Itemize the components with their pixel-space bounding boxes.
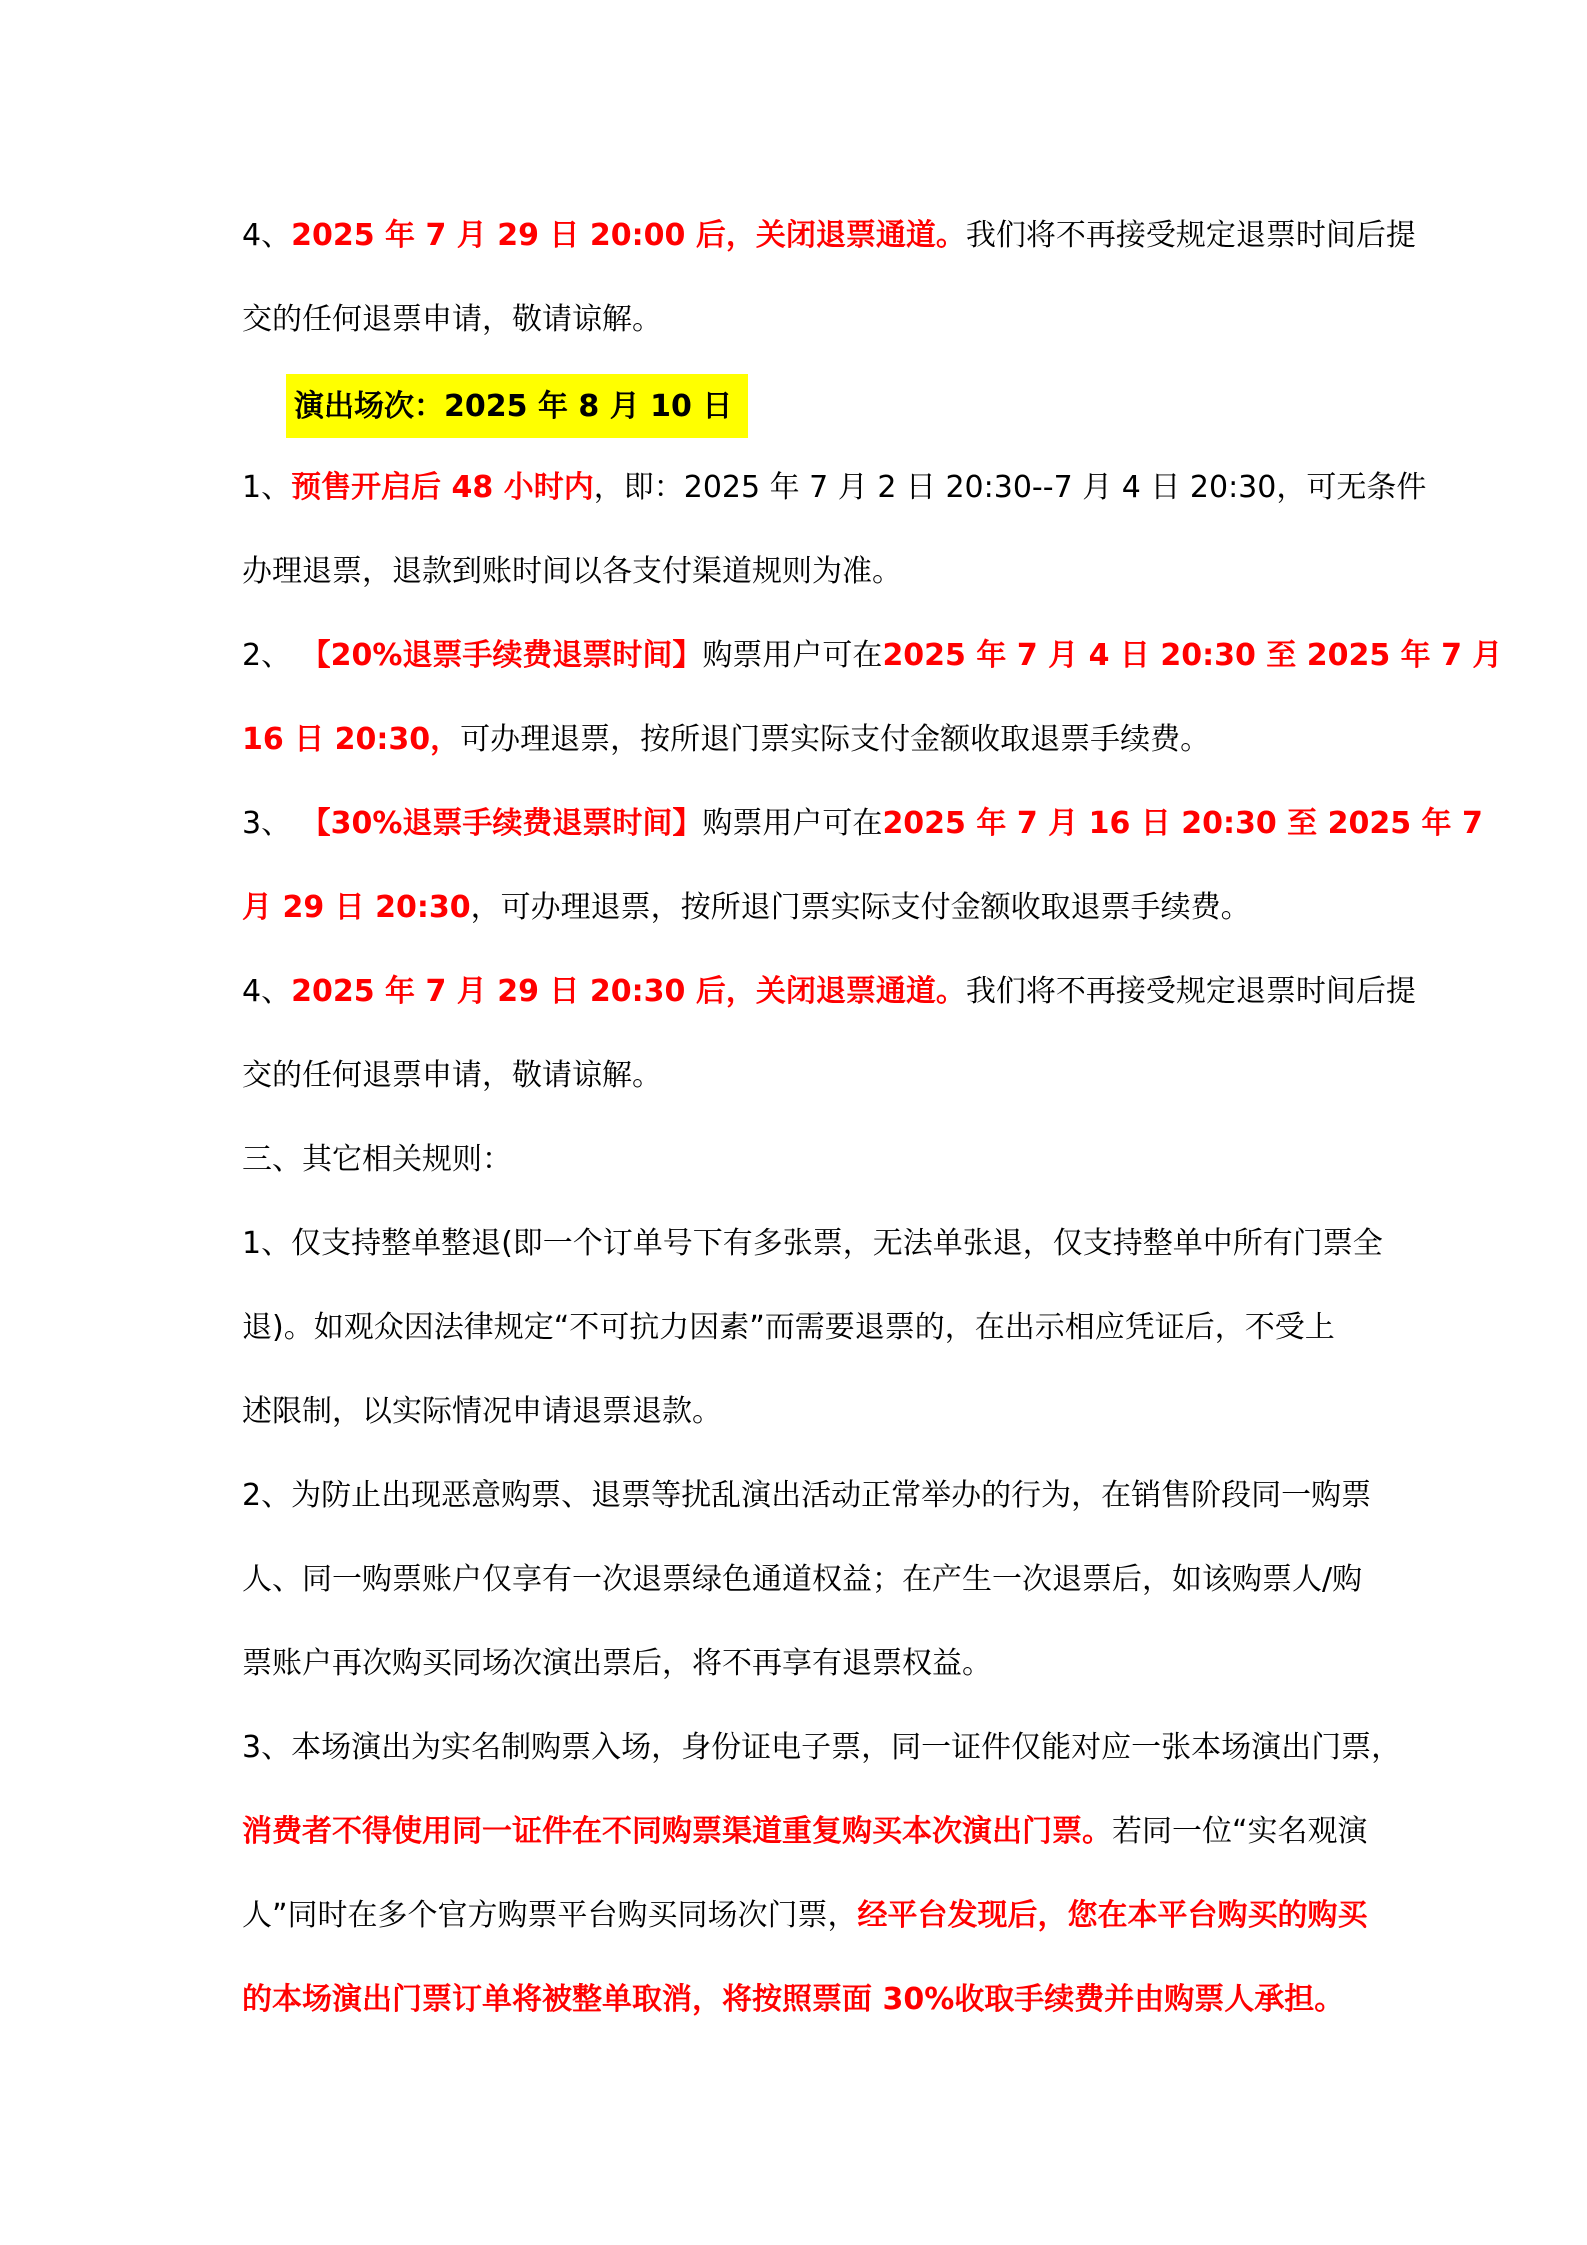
body-text: 2、: [242, 638, 301, 673]
body-text: ，即：2025 年 7 月 2 日 20:30--7 月 4 日 20:30，可无条件: [593, 470, 1427, 505]
body-text: 4、: [242, 974, 292, 1009]
text-line: [242, 290, 1362, 374]
text-line: [242, 458, 1427, 542]
body-text: 若同一位“实名观演: [1112, 1814, 1368, 1849]
text-line: [242, 1382, 1362, 1466]
emphasis-text: 【20%退票手续费退票时间】: [300, 638, 703, 673]
body-text: 4、: [242, 218, 292, 253]
body-text: 1、仅支持整单整退(即一个订单号下有多张票，无法单张退，仅支持整单中所有门票全: [242, 1226, 1383, 1261]
body-text: 人”同时在多个官方购票平台购买同场次门票，: [242, 1898, 858, 1933]
text-line: [242, 1130, 1362, 1214]
emphasis-text: 消费者不得使用同一证件在不同购票渠道重复购买本次演出门票。: [242, 1814, 1112, 1849]
emphasis-text: 2025 年 7 月 4 日 20:30 至 2025 年 7 月: [882, 638, 1503, 673]
highlighted-heading: 演出场次：2025 年 8 月 10 日: [286, 374, 748, 438]
emphasis-text: 16 日 20:30，: [242, 722, 461, 757]
body-text: 购票用户可在: [702, 806, 883, 841]
body-text: 办理退票，退款到账时间以各支付渠道规则为准。: [242, 554, 902, 589]
emphasis-text: 的本场演出门票订单将被整单取消，将按照票面 30%收取手续费并由购票人承担。: [242, 1982, 1345, 2017]
text-line: [242, 1298, 1362, 1382]
body-text: 购票用户可在: [702, 638, 883, 673]
body-text: 述限制，以实际情况申请退票退款。: [242, 1394, 722, 1429]
body-text: 我们将不再接受规定退票时间后提: [965, 974, 1416, 1009]
text-line: [242, 878, 1362, 962]
text-line: [242, 1214, 1383, 1298]
body-text: 交的任何退票申请，敬请谅解。: [242, 1058, 662, 1093]
text-line: [242, 1718, 1402, 1802]
body-text: 三、其它相关规则：: [242, 1142, 512, 1177]
text-line: [242, 542, 1362, 626]
body-text: 交的任何退票申请，敬请谅解。: [242, 302, 662, 337]
body-text: 3、: [242, 806, 301, 841]
text-line: [242, 1550, 1362, 1634]
text-line: [242, 1970, 1362, 2054]
session-heading-line: [242, 374, 1362, 458]
body-text: 可办理退票，按所退门票实际支付金额收取退票手续费。: [460, 722, 1211, 757]
text-line: [242, 206, 1416, 290]
text-line: [242, 710, 1362, 794]
body-text: 人、同一购票账户仅享有一次退票绿色通道权益；在产生一次退票后，如该购票人/购: [242, 1562, 1363, 1597]
emphasis-text: 经平台发现后，您在本平台购买的购买: [857, 1898, 1368, 1933]
body-text: 我们将不再接受规定退票时间后提: [965, 218, 1416, 253]
emphasis-text: 2025 年 7 月 29 日 20:30 后，关闭退票通道。: [291, 974, 966, 1009]
body-text: ，可办理退票，按所退门票实际支付金额收取退票手续费。: [470, 890, 1251, 925]
emphasis-text: 月 29 日 20:30: [242, 890, 471, 925]
body-text: 退)。如观众因法律规定“不可抗力因素”而需要退票的，在出示相应凭证后，不受上: [242, 1310, 1335, 1345]
body-text: 票账户再次购买同场次演出票后，将不再享有退票权益。: [242, 1646, 992, 1681]
text-line: [242, 794, 1483, 878]
body-text: 3、本场演出为实名制购票入场，身份证电子票，同一证件仅能对应一张本场演出门票，: [242, 1730, 1402, 1765]
body-text: 1、: [242, 470, 292, 505]
emphasis-text: 预售开启后 48 小时内: [291, 470, 594, 505]
text-line: [242, 626, 1503, 710]
emphasis-text: 2025 年 7 月 29 日 20:00 后，关闭退票通道。: [291, 218, 966, 253]
text-line: [242, 962, 1416, 1046]
text-line: [242, 1886, 1368, 1970]
emphasis-text: 2025 年 7 月 16 日 20:30 至 2025 年 7: [882, 806, 1483, 841]
text-line: [242, 1634, 1362, 1718]
emphasis-text: 【30%退票手续费退票时间】: [300, 806, 703, 841]
text-line: [242, 1466, 1372, 1550]
document-body: [242, 206, 1503, 2054]
text-line: [242, 1046, 1362, 1130]
body-text: 2、为防止出现恶意购票、退票等扰乱演出活动正常举办的行为，在销售阶段同一购票: [242, 1478, 1372, 1513]
text-line: [242, 1802, 1368, 1886]
